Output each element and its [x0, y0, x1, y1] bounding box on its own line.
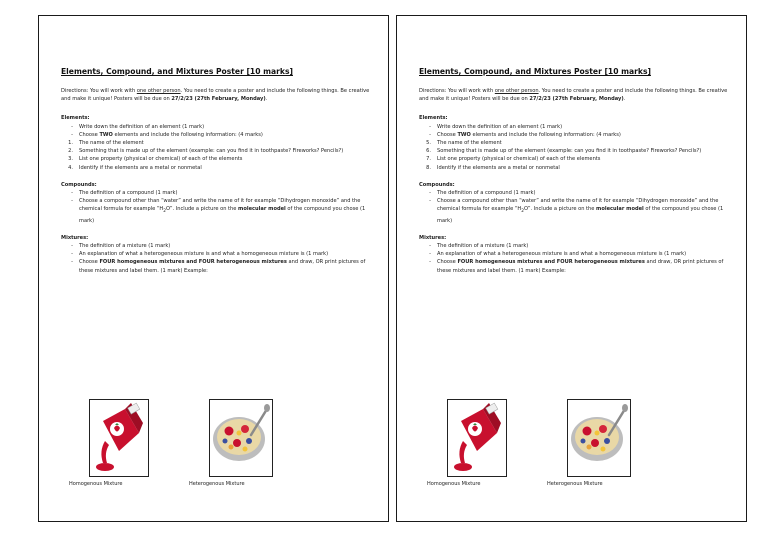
page-content	[61, 67, 373, 284]
elements-list	[419, 123, 731, 172]
list-item: 7. List one property (physical or chemical) of each of the elements	[426, 156, 601, 163]
list-item: - The definition of a mixture (1 mark)	[429, 243, 529, 250]
due-date: 27/2/23 (27th February, Monday)	[171, 96, 266, 103]
compounds-list	[61, 189, 373, 225]
document-page-left	[38, 15, 389, 522]
mixtures-heading: Mixtures:	[61, 234, 89, 241]
list-item: 1. The name of the element	[68, 140, 144, 147]
figure-caption: Homogenous Mixture	[427, 481, 481, 487]
directions-paragraph: Directions: You will work with one other person. You need to create a poster and include the following things. Be creative and make it unique! Posters will be due on 27/2/23 (27th February, Monday).	[419, 88, 728, 103]
one-other-person-text: one other person	[136, 88, 181, 94]
list-item: - An explanation of what a heterogeneous mixture is and what a homogeneous mixture is (1 mark)	[429, 251, 687, 258]
list-item: - Choose TWO elements and include the following information: (4 marks)	[429, 131, 621, 138]
page-content	[419, 67, 731, 284]
mixtures-list	[61, 242, 373, 275]
list-item: - Choose TWO elements and include the following information: (4 marks)	[71, 131, 263, 138]
compounds-heading: Compounds:	[419, 181, 455, 188]
list-item: 5. The name of the element	[426, 140, 502, 147]
compounds-list	[419, 189, 731, 225]
list-item: - An explanation of what a heterogeneous mixture is and what a homogeneous mixture is (1 mark)	[71, 251, 329, 258]
ketchup-bottle-icon	[89, 399, 169, 477]
directions-paragraph: Directions: You will work with one other person. You need to create a poster and include the following things. Be creative and make it unique! Posters will be due on 27/2/23 (27th February, Monday).	[61, 88, 370, 103]
ketchup-bottle-icon	[447, 399, 527, 477]
poster-title: Elements, Compound, and Mixtures Poster [10 marks]	[61, 67, 293, 76]
compounds-heading: Compounds:	[61, 181, 97, 188]
list-item: - Choose FOUR homogeneous mixtures and FOUR heterogeneous mixtures and draw, OR print pictures of these mixtures and label them. (1 mark) Example:	[71, 259, 366, 274]
list-item: 3. List one property (physical or chemical) of each of the elements	[68, 156, 243, 163]
list-item: - The definition of a compound (1 mark)	[71, 190, 178, 197]
one-other-person-text: one other person	[494, 88, 539, 94]
list-item: 4. Identify if the elements are a metal or nonmetal	[68, 164, 202, 171]
fruit-cereal-bowl-icon	[567, 399, 647, 477]
mixtures-list	[419, 242, 731, 275]
elements-heading: Elements:	[61, 115, 90, 122]
fruit-cereal-bowl-icon	[209, 399, 289, 477]
elements-list	[61, 123, 373, 172]
example-figures	[427, 399, 717, 499]
list-item: 6. Something that is made up of the element (example: can you find it in toothpaste? Fireworks? Pencils?)	[426, 148, 702, 155]
list-item: - The definition of a mixture (1 mark)	[71, 243, 171, 250]
list-item: 8. Identify if the elements are a metal or nonmetal	[426, 164, 560, 171]
list-item: - Write down the definition of an element (1 mark)	[71, 123, 205, 130]
example-figures	[69, 399, 359, 499]
document-page-right	[396, 15, 747, 522]
figure-caption: Homogenous Mixture	[69, 481, 123, 487]
figure-caption: Heterogenous Mixture	[189, 481, 245, 487]
list-item: - Choose a compound other than “water” and write the name of it for example “Dihydrogen monoxide” and the chemical formula for example “$H_2O$”. Include a picture on the molecular model of the compound you chose (1 mark)	[71, 198, 366, 224]
poster-title: Elements, Compound, and Mixtures Poster [10 marks]	[419, 67, 651, 76]
list-item: 2. Something that is made up of the element (example: can you find it in toothpaste? Fireworks? Pencils?)	[68, 148, 344, 155]
list-item: - Write down the definition of an element (1 mark)	[429, 123, 563, 130]
list-item: - Choose FOUR homogeneous mixtures and FOUR heterogeneous mixtures and draw, OR print pictures of these mixtures and label them. (1 mark) Example:	[429, 259, 724, 274]
list-item: - Choose a compound other than “water” and write the name of it for example “Dihydrogen monoxide” and the chemical formula for example “$H_2O$”. Include a picture on the molecular model of the compound you chose (1 mark)	[429, 198, 724, 224]
figure-caption: Heterogenous Mixture	[547, 481, 603, 487]
elements-heading: Elements:	[419, 115, 448, 122]
due-date: 27/2/23 (27th February, Monday)	[529, 96, 624, 103]
mixtures-heading: Mixtures:	[419, 234, 447, 241]
list-item: - The definition of a compound (1 mark)	[429, 190, 536, 197]
